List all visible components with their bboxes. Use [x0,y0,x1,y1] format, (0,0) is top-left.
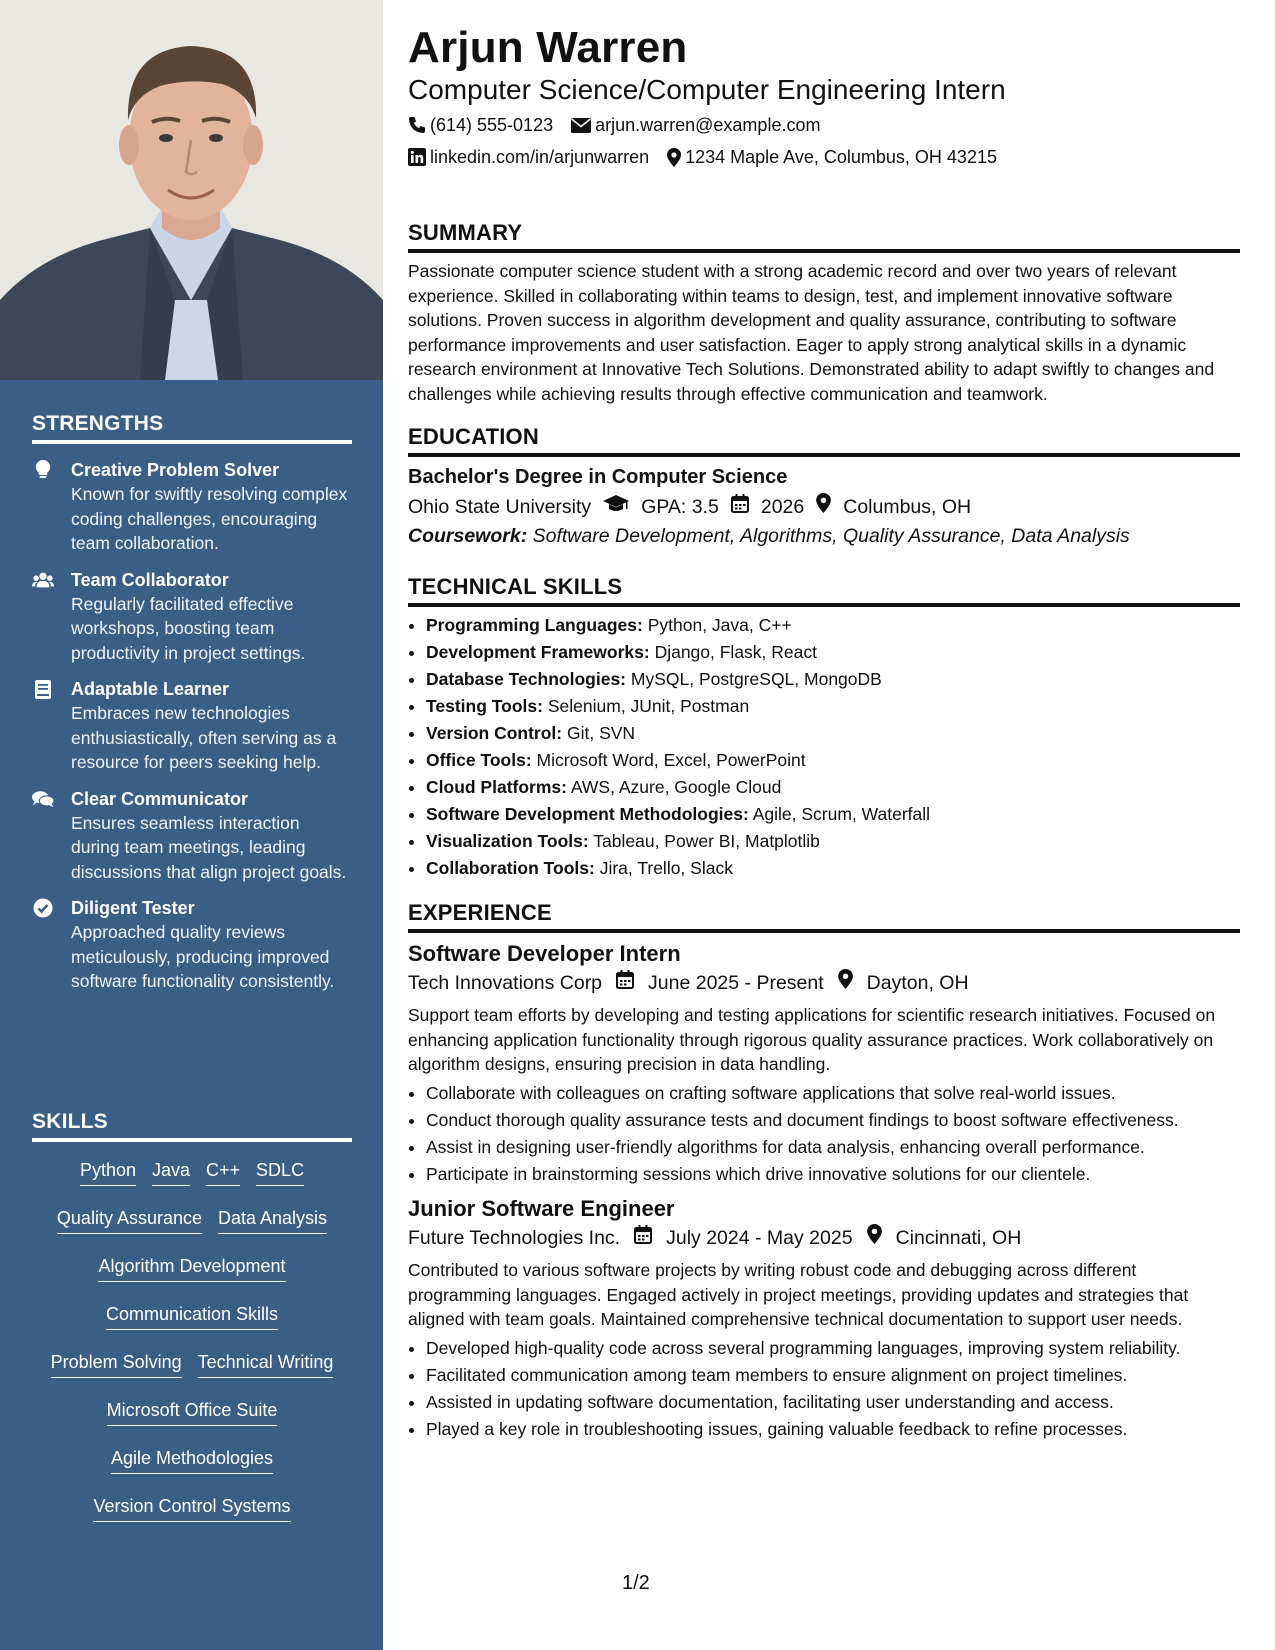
skill-value: Agile, Scrum, Waterfall [752,804,931,824]
book-icon [32,678,54,700]
list-item [426,829,1240,854]
skill-tag: Version Control Systems [93,1494,290,1522]
education-meta [408,493,1240,521]
skills-cloud [32,1150,352,1534]
sidebar [0,0,383,1650]
job-title: Software Developer Intern [408,941,681,966]
profile-photo [0,0,383,380]
linkedin-text: linkedin.com/in/arjunwarren [430,147,650,167]
skill-value: AWS, Azure, Google Cloud [570,777,782,797]
gpa-text: GPA: 3.5 [641,496,719,518]
strength-desc: Regularly facilitated effective workshops, boosting team productivity in project settings. [71,593,306,663]
strength-title: Clear Communicator [71,788,249,809]
company-name: Tech Innovations Corp [408,972,603,994]
contact-row [408,113,820,137]
summary-text: Passionate computer science student with a strong academic record and over two years of relevant experience. Skilled in collaborating within teams to design, test, and implement innovative software solutions. Proven success in algorithm development and quality assurance, contributing to software performance improvements and user satisfaction. Eager to apply strong analytical skills in a dynamic research environment at Innovative Tech Solutions. Demonstrated ability to adapt swiftly to changes and challenges while achieving results through effective communication and teamwork. [408,261,1215,404]
skill-value: Python, Java, C++ [647,615,792,635]
page-number: 1/2 [622,1572,650,1594]
strength-item [32,568,352,666]
calendar-icon [634,1224,652,1252]
skill-label: Visualization Tools: [426,831,589,851]
job-location: Dayton, OH [866,972,969,994]
job-dates: June 2025 - Present [648,972,824,994]
location-pin-icon [838,969,853,997]
strength-item [32,458,352,556]
strength-desc: Ensures seamless interaction during team meetings, leading discussions that align project goals. [71,812,347,882]
list-item [426,802,1240,827]
skill-value: Git, SVN [567,723,636,743]
list-item: • Collaborate with colleagues on crafting software applications that solve real-world issues. [426,1081,1240,1106]
skill-tag: Data Analysis [218,1206,327,1234]
linkedin-icon [408,148,426,166]
experience-section [408,900,1240,1444]
company-name: Future Technologies Inc. [408,1227,621,1249]
list-item: • Developed high-quality code across several programming languages, improving system reliability. [426,1336,1240,1361]
school-name: Ohio State University [408,496,592,518]
skill-value: MySQL, PostgreSQL, MongoDB [630,669,882,689]
technical-skills-heading: TECHNICAL SKILLS [408,574,1240,607]
job-bullets [408,1336,1240,1442]
education-section [408,424,1240,551]
coursework-label: Coursework: [408,525,528,547]
skill-tag: Microsoft Office Suite [107,1398,278,1426]
strength-item [32,787,352,885]
list-item [426,667,1240,692]
comments-icon [32,788,54,810]
job-entry [408,939,1240,1186]
coursework-text: Software Development, Algorithms, Quality Assurance, Data Analysis [532,525,1130,547]
skill-value: Jira, Trello, Slack [599,858,733,878]
envelope-icon [571,118,591,133]
list-item [426,721,1240,746]
strength-title: Diligent Tester [71,898,195,918]
skill-label: Collaboration Tools: [426,858,595,878]
list-item [426,640,1240,665]
skill-tag: Python [80,1158,136,1186]
job-dates: July 2024 - May 2025 [666,1227,853,1249]
summary-heading: SUMMARY [408,220,1240,253]
list-item: • Assist in designing user-friendly algorithms for data analysis, enhancing overall performance. [426,1135,1240,1160]
skill-label: Development Frameworks: [426,642,650,662]
list-item: • Participate in brainstorming sessions which drive innovative solutions for our clientele. [426,1162,1240,1187]
job-summary: Support team efforts by developing and testing applications for scientific research initiatives. Focused on enhancing application functionality through rigorous quality assurance practices. Work collaboratively on algorithm designs, ensuring precision in data handling. [408,1005,1216,1074]
job-meta [408,1224,1240,1252]
skill-tag: Algorithm Development [98,1254,285,1282]
skill-value: Tableau, Power BI, Matplotlib [593,831,820,851]
calendar-icon [616,969,634,997]
skill-tag: SDLC [256,1158,304,1186]
experience-heading: EXPERIENCE [408,900,1240,933]
strength-desc: Approached quality reviews meticulously, producing improved software functionality consistently. [71,922,335,991]
strength-title: Creative Problem Solver [71,460,280,480]
list-item: • Assisted in updating software documentation, facilitating user understanding and access. [426,1390,1240,1415]
address-contact [667,145,997,169]
check-circle-icon [32,897,54,919]
skill-tag: Problem Solving [51,1350,182,1378]
technical-skills-list [408,613,1240,881]
list-item [426,748,1240,773]
skill-tag: C++ [206,1158,240,1186]
skill-tag: Quality Assurance [57,1206,202,1234]
candidate-name: Arjun Warren [408,23,688,72]
location-pin-icon [867,1224,882,1252]
email-contact[interactable] [571,113,820,137]
graduation-year: 2026 [760,496,805,518]
email-text: arjun.warren@example.com [595,115,821,135]
job-title: Junior Software Engineer [408,1196,675,1221]
education-heading: EDUCATION [408,424,1240,457]
strength-desc: Embraces new technologies enthusiastically, often serving as a resource for peers seeking help. [71,703,337,772]
skill-tag: Agile Methodologies [111,1446,273,1474]
location-pin-icon [816,493,831,521]
strength-item [32,677,352,775]
list-item [426,694,1240,719]
technical-skills-section [408,574,1240,883]
skills-section [32,1110,352,1534]
address-text: 1234 Maple Ave, Columbus, OH 43215 [685,147,997,167]
list-item [426,775,1240,800]
summary-section [408,220,1240,406]
skill-tag: Technical Writing [198,1350,334,1378]
strength-item [32,896,352,994]
skill-value: Selenium, JUnit, Postman [547,696,750,716]
list-item: • Facilitated communication among team members to ensure alignment on project timelines. [426,1363,1240,1388]
coursework-line [408,521,1240,551]
strength-desc: Known for swiftly resolving complex coding challenges, encouraging team collaboration. [71,484,348,553]
skill-label: Programming Languages: [426,615,643,635]
skill-tag: Communication Skills [106,1302,278,1330]
job-summary: Contributed to various software projects by writing robust code and debugging across different programming languages. Engaged actively in project meetings, providing updates and strategies that aligned with team goals. Maintained comprehensive technical documentation to support user needs. [408,1260,1189,1329]
list-item: • Conduct thorough quality assurance tests and document findings to boost software effectiveness. [426,1108,1240,1133]
skills-heading: SKILLS [32,1110,352,1142]
candidate-title: Computer Science/Computer Engineering Intern [408,74,1006,105]
job-entry [408,1194,1240,1441]
phone-contact[interactable] [408,113,553,137]
list-item: • Played a key role in troubleshooting issues, gaining valuable feedback to refine processes. [426,1417,1240,1442]
skill-label: Version Control: [426,723,563,743]
job-location: Cincinnati, OH [895,1227,1022,1249]
contact-row [408,145,997,169]
skill-label: Testing Tools: [426,696,543,716]
degree-title: Bachelor's Degree in Computer Science [408,466,788,488]
lightbulb-icon [32,459,54,481]
strength-title: Adaptable Learner [71,679,230,699]
skill-label: Database Technologies: [426,669,627,689]
list-item [426,856,1240,881]
strengths-section [32,412,352,994]
skill-tag: Java [152,1158,190,1186]
school-location: Columbus, OH [843,496,972,518]
users-icon [32,569,54,591]
skill-value: Django, Flask, React [654,642,817,662]
job-bullets [408,1081,1240,1187]
job-meta [408,969,1240,997]
list-item [426,613,1240,638]
skill-label: Office Tools: [426,750,532,770]
linkedin-contact[interactable] [408,145,649,169]
calendar-icon [731,493,749,521]
skill-value: Microsoft Word, Excel, PowerPoint [536,750,806,770]
strength-title: Team Collaborator [71,569,229,590]
skill-label: Cloud Platforms: [426,777,567,797]
location-pin-icon [667,148,681,167]
phone-text: (614) 555-0123 [430,115,554,135]
strengths-heading: STRENGTHS [32,412,352,444]
phone-icon [408,116,426,134]
skill-label: Software Development Methodologies: [426,804,749,824]
graduation-cap-icon [603,493,629,521]
